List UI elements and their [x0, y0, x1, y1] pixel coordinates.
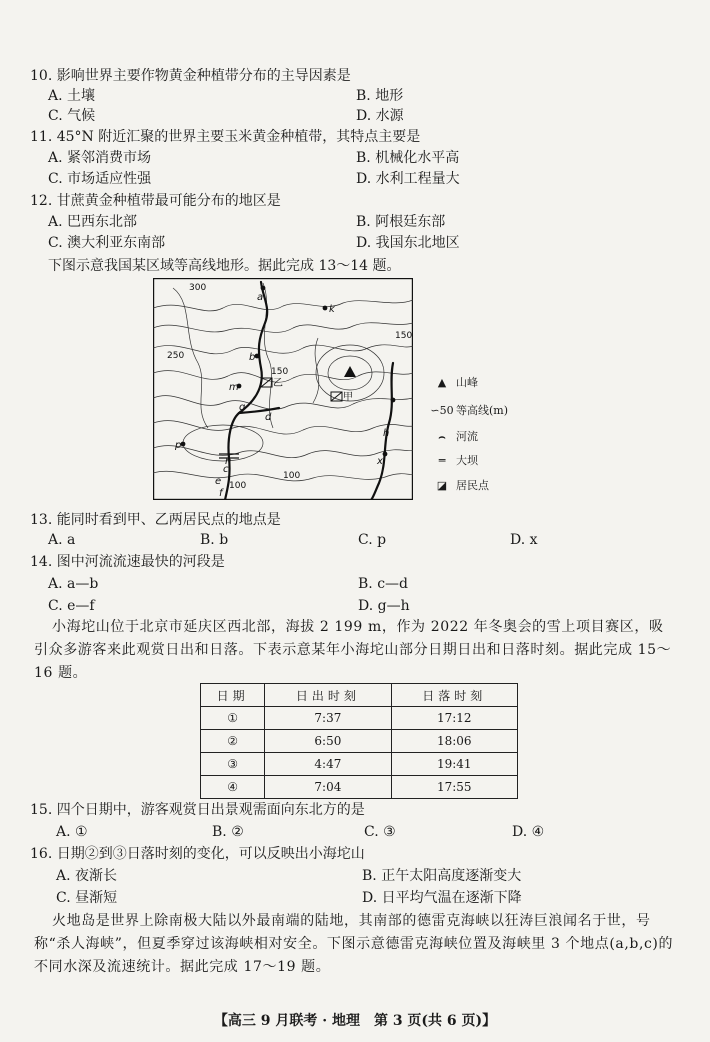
- peak-icon: ▲: [437, 376, 447, 389]
- question-10-stem: 10. 影响世界主要作物黄金种植带分布的主导因素是: [30, 68, 351, 84]
- legend-contour: ∽50 等高线(m): [428, 402, 508, 418]
- table-cell: 17:12: [391, 707, 517, 730]
- settlement-label-yi: 乙: [273, 378, 283, 389]
- table-cell: 18:06: [391, 730, 517, 753]
- legend-river: ⌢ 河流: [428, 428, 478, 444]
- legend-settlement: ◪ 居民点: [428, 477, 489, 493]
- question-11-option-c: C. 市场适应性强: [48, 171, 152, 187]
- question-12-stem: 12. 甘蔗黄金种植带最可能分布的地区是: [30, 193, 281, 209]
- question-15-option-c: C. ③: [364, 824, 396, 840]
- table-header: 日落时刻: [391, 684, 517, 707]
- table-row: [201, 730, 518, 753]
- map-point-label: g: [239, 402, 246, 413]
- question-15-option-d: D. ④: [512, 824, 545, 840]
- map-intro: 下图示意我国某区域等高线地形。据此完成 13～14 题。: [48, 258, 401, 274]
- contour-label: 300: [189, 283, 207, 293]
- map-point-label: e: [215, 476, 222, 487]
- table-cell: 19:41: [391, 753, 517, 776]
- table-cell: 7:37: [265, 707, 391, 730]
- question-13-option-b: B. b: [200, 532, 229, 548]
- contour-label: 100: [283, 471, 301, 481]
- map-point-label: p: [175, 440, 182, 451]
- table-row: [201, 776, 518, 799]
- question-10-option-c: C. 气候: [48, 108, 96, 124]
- contour-label: 150: [271, 367, 289, 377]
- map-point-label: n: [225, 456, 232, 467]
- question-12-option-c: C. 澳大利亚东南部: [48, 235, 166, 251]
- question-12-option-b: B. 阿根廷东部: [356, 214, 446, 230]
- contour-label: 100: [229, 481, 247, 491]
- question-13-option-c: C. p: [358, 532, 387, 548]
- question-14-option-d: D. g—h: [358, 598, 410, 614]
- page-footer: 【高三 9 月联考 · 地理 第 3 页(共 6 页)】: [213, 1013, 497, 1029]
- question-13-stem: 13. 能同时看到甲、乙两居民点的地点是: [30, 512, 281, 528]
- question-16-option-d: D. 日平均气温在逐渐下降: [362, 890, 522, 906]
- passage-tierra-del-fuego: 火地岛是世界上除南极大陆以外最南端的陆地，其南部的德雷克海峡以狂涛巨浪闻名于世，号称“杀人海峡”，但夏季穿过该海峡相对安全。下图示意德雷克海峡位置及海峡里 3 个地点(a,b,c)的不同水深及流速统计。据此完成 17～19 题。: [34, 913, 674, 975]
- question-14-option-b: B. c—d: [358, 576, 408, 592]
- question-11-option-d: D. 水利工程量大: [356, 171, 460, 187]
- settlement-icon: ◪: [436, 479, 448, 492]
- question-16-option-c: C. 昼渐短: [56, 890, 118, 906]
- question-16-option-a: A. 夜渐长: [56, 868, 118, 884]
- contour-icon: ∽50: [430, 404, 454, 417]
- question-10-option-d: D. 水源: [356, 108, 404, 124]
- question-11-option-b: B. 机械化水平高: [356, 150, 460, 166]
- question-14-option-a: A. a—b: [48, 576, 99, 592]
- map-point-label: k: [329, 304, 335, 315]
- settlement-label-jia: 甲: [343, 392, 353, 403]
- map-point-label: x: [377, 456, 383, 467]
- map-point-label: d: [265, 412, 272, 423]
- contour-map: [153, 278, 413, 500]
- question-16-option-b: B. 正午太阳高度逐渐变大: [362, 868, 522, 884]
- map-point-label: m: [229, 382, 239, 393]
- table-row: [201, 753, 518, 776]
- question-13-option-d: D. x: [510, 532, 538, 548]
- table-cell: 6:50: [265, 730, 391, 753]
- question-14-option-c: C. e—f: [48, 598, 95, 614]
- table-cell: ③: [201, 753, 265, 776]
- question-12-option-a: A. 巴西东北部: [48, 214, 138, 230]
- table-cell: ④: [201, 776, 265, 799]
- question-16-stem: 16. 日期②到③日落时刻的变化，可以反映出小海坨山: [30, 846, 365, 862]
- map-point-label: c: [223, 464, 229, 475]
- table-header: 日出时刻: [265, 684, 391, 707]
- table-cell: 17:55: [391, 776, 517, 799]
- question-11-option-a: A. 紧邻消费市场: [48, 150, 152, 166]
- question-12-option-d: D. 我国东北地区: [356, 235, 460, 251]
- map-point-label: b: [249, 352, 256, 363]
- map-point-label: h: [383, 428, 390, 439]
- legend-dam: ═ 大坝: [428, 452, 478, 468]
- legend-peak: ▲ 山峰: [428, 374, 478, 390]
- table-header: 日期: [201, 684, 265, 707]
- question-14-stem: 14. 图中河流流速最快的河段是: [30, 554, 225, 570]
- sunrise-sunset-table: [200, 683, 518, 799]
- question-11-stem: 11. 45°N 附近汇聚的世界主要玉米黄金种植带，其特点主要是: [30, 129, 421, 145]
- river-icon: ⌢: [438, 430, 446, 443]
- contour-label: 150: [395, 331, 413, 341]
- question-15-option-a: A. ①: [56, 824, 88, 840]
- question-15-option-b: B. ②: [212, 824, 244, 840]
- table-cell: ①: [201, 707, 265, 730]
- question-10-option-a: A. 土壤: [48, 88, 96, 104]
- map-point-label: a: [257, 292, 264, 303]
- table-row: [201, 707, 518, 730]
- question-15-stem: 15. 四个日期中，游客观赏日出景观需面向东北方的是: [30, 802, 365, 818]
- question-13-option-a: A. a: [48, 532, 76, 548]
- question-10-option-b: B. 地形: [356, 88, 404, 104]
- table-cell: 4:47: [265, 753, 391, 776]
- table-cell: 7:04: [265, 776, 391, 799]
- map-point-label: f: [219, 488, 223, 499]
- table-cell: ②: [201, 730, 265, 753]
- contour-label: 250: [167, 351, 185, 361]
- passage-xiaohaituo: 小海坨山位于北京市延庆区西北部，海拔 2 199 m，作为 2022 年冬奥会的雪上项目赛区，吸引众多游客来此观赏日出和日落。下表示意某年小海坨山部分日期日出和日落时刻。据此完成 15～16 题。: [34, 619, 672, 681]
- dam-icon: ═: [438, 454, 446, 467]
